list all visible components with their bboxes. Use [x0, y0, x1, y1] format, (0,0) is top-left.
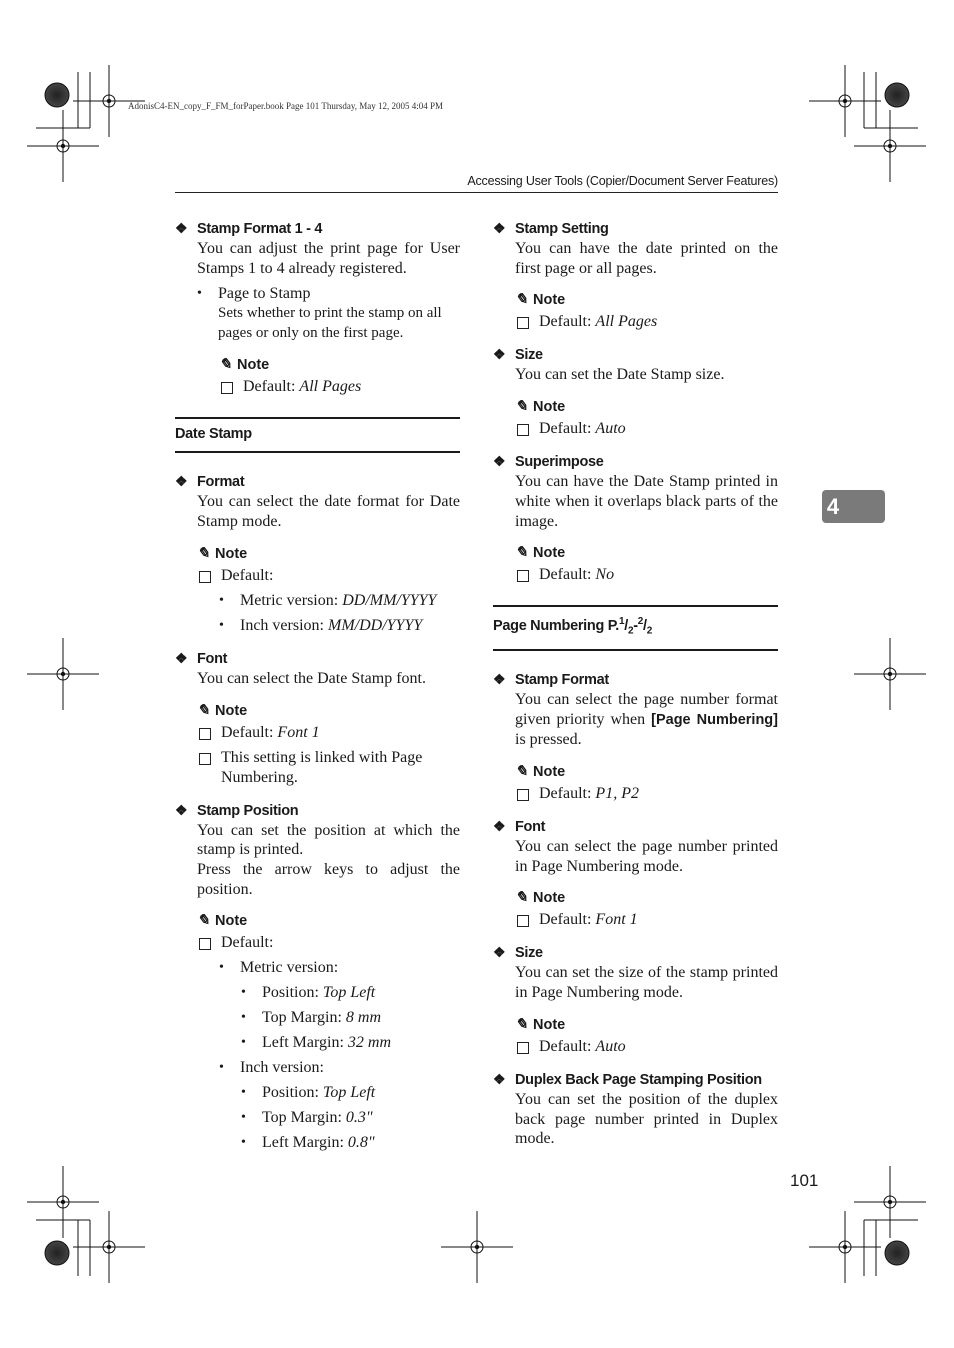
- pn-size-body: You can set the size of the stamp printed in Page Numbering mode.: [515, 964, 778, 1002]
- bullet-icon: •: [219, 617, 224, 633]
- bullet-item: [219, 1058, 460, 1078]
- default-value: Auto: [595, 1037, 626, 1055]
- diamond-icon: ❖: [175, 473, 188, 490]
- note-label: Note: [533, 545, 566, 562]
- note-item: [515, 419, 778, 439]
- bullet-item: [197, 284, 460, 343]
- pn-font-heading: [493, 816, 778, 837]
- pencil-icon: ✎: [515, 763, 528, 781]
- heading-text: Size: [515, 945, 543, 962]
- diamond-icon: ❖: [175, 801, 188, 818]
- bullet-value: MM/DD/YYYY: [327, 616, 423, 634]
- bullet-label: Position:: [262, 1084, 319, 1102]
- default-label: Default:: [539, 566, 592, 584]
- bullet-label: Left Margin:: [262, 1034, 344, 1052]
- heading-text: Format: [197, 474, 245, 491]
- default-value: All Pages: [595, 313, 658, 331]
- body-text: is pressed.: [515, 731, 582, 749]
- left-column: [175, 218, 460, 1153]
- note-label: Note: [215, 702, 248, 719]
- checkbox-icon: [199, 571, 211, 583]
- bullet-icon: •: [241, 1135, 246, 1151]
- default-value: P1, P2: [595, 785, 639, 803]
- checkbox-icon: [199, 753, 211, 765]
- running-head: Accessing User Tools (Copier/Document Server Features): [467, 174, 778, 188]
- note-heading: [515, 888, 778, 908]
- heading-text: Stamp Format: [515, 671, 609, 688]
- bullet-icon: •: [197, 286, 202, 302]
- stamp-format-heading: [175, 218, 460, 239]
- pencil-icon: ✎: [515, 1015, 528, 1033]
- bullet-label: Left Margin:: [262, 1134, 344, 1152]
- default-value: All Pages: [299, 378, 362, 396]
- diamond-icon: ❖: [175, 649, 188, 666]
- bullet-item: [219, 958, 460, 978]
- default-label: Default:: [539, 420, 592, 438]
- note-label: Note: [533, 1016, 566, 1033]
- stamp-format-body: You can adjust the print page for User Stamps 1 to 4 already registered.: [197, 240, 460, 277]
- note-label: Note: [533, 764, 566, 781]
- sub: 2: [627, 625, 634, 637]
- note-heading: [219, 355, 460, 375]
- note-label: Note: [215, 545, 248, 562]
- note-item: [197, 748, 460, 788]
- bullet-icon: •: [241, 1110, 246, 1126]
- bullet-icon: •: [241, 1085, 246, 1101]
- bullet-item: [219, 616, 460, 636]
- checkbox-icon: [517, 570, 529, 582]
- note-label: Note: [533, 890, 566, 907]
- default-value: Font 1: [595, 911, 638, 929]
- font-heading: [175, 648, 460, 669]
- format-heading: [175, 471, 460, 492]
- stamp-position-body-2: Press the arrow keys to adjust the position.: [197, 860, 460, 898]
- pn-font-body: You can select the page number printed in Page Numbering mode.: [515, 838, 778, 875]
- checkbox-icon: [199, 728, 211, 740]
- bullet-label: Metric version:: [240, 959, 339, 977]
- bullet-icon: •: [219, 1060, 224, 1076]
- note-heading: [515, 543, 778, 563]
- heading-text: Superimpose: [515, 454, 604, 471]
- diamond-icon: ❖: [493, 453, 506, 470]
- sub-bullet-item: [241, 1008, 460, 1028]
- checkbox-icon: [517, 915, 529, 927]
- bullet-icon: •: [241, 1035, 246, 1051]
- bullet-value: 0.8": [347, 1134, 375, 1152]
- pencil-icon: ✎: [515, 889, 528, 907]
- bullet-title: Page to Stamp: [218, 285, 311, 303]
- size-heading: [493, 344, 778, 365]
- section-title: Page Numbering $P.^1/_2-^2/_2$: [493, 616, 653, 637]
- stamp-setting-body: You can have the date printed on the first page or all pages.: [515, 240, 778, 277]
- bullet-icon: •: [241, 985, 246, 1001]
- heading-text: Font: [197, 650, 228, 667]
- sub-bullet-item: [241, 983, 460, 1003]
- superimpose-heading: [493, 451, 778, 472]
- note-label: Note: [533, 399, 566, 416]
- section-date-stamp: [175, 417, 460, 453]
- default-label: Default:: [221, 723, 274, 741]
- diamond-icon: ❖: [493, 346, 506, 363]
- size-body: You can set the Date Stamp size.: [515, 366, 725, 384]
- pencil-icon: ✎: [197, 701, 210, 719]
- note-heading: [515, 397, 778, 417]
- bullet-label: Inch version:: [240, 616, 324, 634]
- key-label: [Page Numbering]: [651, 711, 778, 728]
- sub-bullet-item: [241, 1133, 460, 1153]
- sub-bullet-item: [241, 1033, 460, 1053]
- bullet-label: Top Margin:: [262, 1109, 342, 1127]
- bullet-label: Inch version:: [240, 1059, 324, 1077]
- bullet-value: DD/MM/YYYY: [342, 591, 437, 609]
- checkbox-icon: [517, 789, 529, 801]
- right-column: [493, 218, 778, 1149]
- sub: 2: [646, 625, 653, 637]
- note-heading: [515, 1015, 778, 1035]
- pencil-icon: ✎: [197, 544, 210, 562]
- dash: -: [633, 618, 638, 635]
- format-body: You can select the date format for Date Stamp mode.: [197, 493, 460, 531]
- checkbox-icon: [517, 1042, 529, 1054]
- pn-stamp-format-heading: [493, 669, 778, 690]
- default-value: Font 1: [277, 723, 320, 741]
- note-item: [197, 933, 460, 953]
- note-heading: [197, 911, 460, 931]
- bullet-value: Top Left: [322, 1084, 376, 1102]
- bullet-body: Sets whether to print the stamp on all pages or only on the first page.: [218, 305, 442, 341]
- note-item: [197, 566, 460, 586]
- sup: 2: [637, 616, 644, 628]
- default-label: Default:: [243, 378, 296, 396]
- heading-text: Stamp Format 1 - 4: [197, 221, 323, 237]
- checkbox-icon: [199, 938, 211, 950]
- font-body: You can select the Date Stamp font.: [197, 669, 426, 687]
- diamond-icon: ❖: [493, 944, 506, 961]
- body-text: You can select the page number format given priority when: [515, 690, 778, 728]
- pencil-icon: ✎: [515, 398, 528, 416]
- chapter-number: 4: [826, 494, 840, 519]
- bullet-label: Metric version:: [240, 591, 339, 609]
- bullet-label: Position:: [262, 984, 319, 1002]
- bullet-value: 8 mm: [345, 1009, 382, 1027]
- note-text: This setting is linked with Page Numbering.: [221, 748, 423, 786]
- file-meta: AdonisC4-EN_copy_F_FM_forPaper.book Page 101 Thursday, May 12, 2005 4:04 PM: [128, 101, 443, 111]
- heading-text: Size: [515, 347, 543, 364]
- pencil-icon: ✎: [197, 912, 210, 930]
- checkbox-icon: [221, 382, 233, 394]
- default-value: No: [595, 566, 615, 584]
- diamond-icon: ❖: [493, 670, 506, 687]
- diamond-icon: ❖: [493, 1070, 506, 1087]
- note-label: Note: [215, 913, 248, 930]
- pn-stamp-format-body: [515, 690, 778, 750]
- default-label: Default:: [221, 566, 274, 584]
- checkbox-icon: [517, 317, 529, 329]
- pencil-icon: ✎: [219, 356, 232, 374]
- heading-text: Stamp Position: [197, 802, 299, 819]
- diamond-icon: ❖: [175, 220, 188, 236]
- note-item: [515, 784, 778, 804]
- bullet-icon: •: [219, 960, 224, 976]
- bullet-label: Top Margin:: [262, 1009, 342, 1027]
- duplex-heading: [493, 1069, 778, 1090]
- default-label: Default:: [539, 911, 592, 929]
- sub-bullet-item: [241, 1108, 460, 1128]
- note-item: [197, 723, 460, 743]
- sup: 1: [618, 616, 625, 628]
- checkbox-icon: [517, 424, 529, 436]
- note-item: [219, 377, 460, 397]
- section-page-numbering: [493, 605, 778, 651]
- diamond-icon: ❖: [493, 220, 506, 236]
- stamp-position-heading: [175, 800, 460, 821]
- bullet-icon: •: [219, 592, 224, 608]
- note-label: Note: [237, 357, 270, 374]
- page-number: 101: [790, 1171, 819, 1190]
- default-value: Auto: [595, 420, 626, 438]
- default-label: Default:: [539, 1037, 592, 1055]
- bullet-icon: •: [241, 1010, 246, 1026]
- note-item: [515, 312, 778, 332]
- note-heading: [197, 701, 460, 721]
- stamp-position-body-1: You can set the position at which the stamp is printed.: [197, 821, 460, 859]
- default-label: Default:: [221, 934, 274, 952]
- default-label: Default:: [539, 785, 592, 803]
- note-heading: [515, 762, 778, 782]
- default-label: Default:: [539, 313, 592, 331]
- sub-bullet-item: [241, 1083, 460, 1103]
- pencil-icon: ✎: [515, 544, 528, 562]
- heading-text: Font: [515, 819, 546, 836]
- diamond-icon: ❖: [493, 818, 506, 835]
- note-item: [515, 565, 778, 585]
- note-heading: [515, 290, 778, 310]
- superimpose-body: You can have the Date Stamp printed in white when it overlaps black parts of the image.: [515, 473, 778, 530]
- section-title: Date Stamp: [175, 426, 252, 443]
- note-heading: [197, 544, 460, 564]
- duplex-body: You can set the position of the duplex back page number printed in Duplex mode.: [515, 1090, 778, 1148]
- note-label: Note: [533, 292, 566, 309]
- heading-text: Duplex Back Page Stamping Position: [515, 1071, 762, 1088]
- bullet-item: [219, 591, 460, 611]
- section-title-text: Page Numbering P.: [493, 618, 619, 635]
- pencil-icon: ✎: [515, 291, 528, 309]
- bullet-value: Top Left: [322, 984, 376, 1002]
- bullet-value: 32 mm: [347, 1034, 392, 1052]
- chapter-tab: [822, 490, 885, 523]
- heading-text: Stamp Setting: [515, 221, 609, 237]
- stamp-setting-heading: [493, 218, 778, 239]
- pn-size-heading: [493, 942, 778, 963]
- header-rule: [175, 192, 778, 193]
- bullet-value: 0.3": [345, 1109, 373, 1127]
- note-item: [515, 910, 778, 930]
- note-item: [515, 1037, 778, 1057]
